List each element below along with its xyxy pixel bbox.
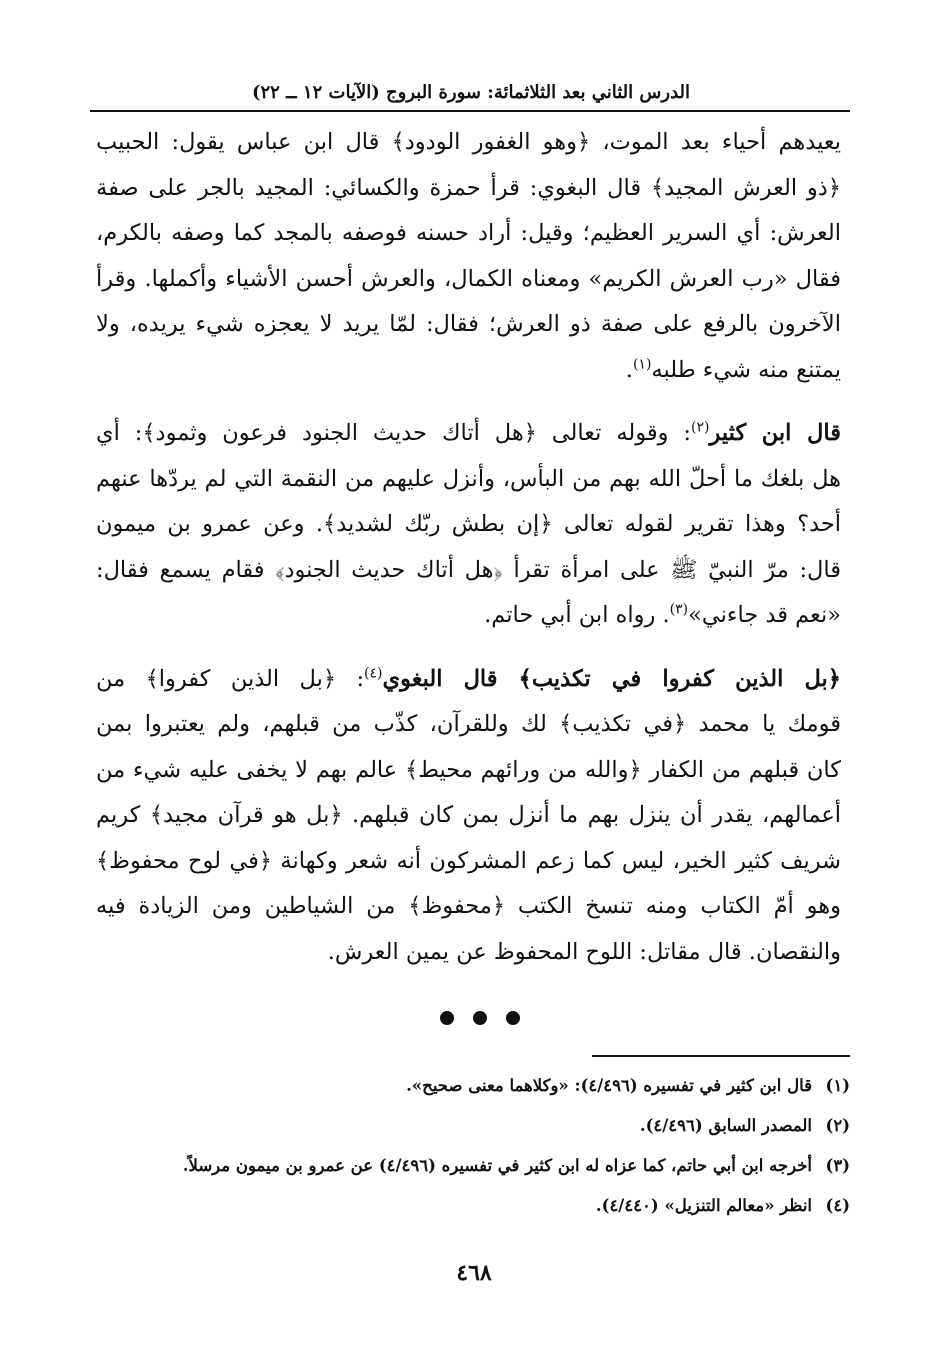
citation-lead: قال ابن كثير [709, 420, 841, 446]
footnote-ref-4[interactable]: (٤) [364, 665, 383, 681]
text-line: وهو أمّ الكتاب ومنه تنسخ الكتب ﴿محفوظ﴾ من الشياطين ومن الزيادة فيه [96, 893, 841, 919]
running-header: الدرس الثاني بعد الثلاثمائة: سورة البروج (الآيات ١٢ ــ ٢٢) [251, 82, 691, 103]
paragraph-3 [96, 657, 841, 976]
citation-lead: قال البغوي [382, 665, 498, 692]
line-text: يمتنع منه شيء طلبه [651, 356, 841, 383]
text-line [96, 657, 841, 703]
text-line: هل بلغك ما أحلّ الله بهم من البأس، وأنزل عليهم من النقمة التي لم يردّها عنهم [96, 465, 841, 492]
text-line: كان قبلهم من الكفار ﴿والله من ورائهم محيط﴾ عالم بهم لا يخفى عليه شيء من [96, 756, 841, 783]
footnote-text: المصدر السابق (٤/٤٩٦). [639, 1116, 812, 1135]
text-line: قال: مرّ النبيّ ﷺ على امرأة تقرأ ﴿هل أتاك حديث الجنود﴾ فقام يسمع فقال: [96, 556, 841, 583]
text-line: شريف كثير الخير، ليس كما زعم المشركون أنه شعر وكهانة ﴿في لوح محفوظ﴾ [96, 847, 841, 874]
footnote-text: قال ابن كثير في تفسيره (٤/٤٩٦): «وكلاهما معنى صحيح». [406, 1076, 812, 1095]
paragraph-2 [96, 411, 841, 639]
separator-dot [440, 1011, 454, 1025]
text-line: ﴿ذو العرش المجيد﴾ قال البغوي: قرأ حمزة والكسائي: المجيد بالجر على صفة [96, 174, 841, 201]
section-separator [440, 1006, 520, 1030]
footnote-divider [592, 1055, 850, 1057]
footnotes [110, 1066, 850, 1226]
main-text [96, 120, 841, 975]
line-text: : ﴿بل الذين كفروا﴾ من [96, 665, 365, 692]
text-line: العرش: أي السرير العظيم؛ وقيل: أراد حسنه فوصفه بالمجد كما وصفه بالكرم، [96, 220, 841, 246]
separator-dot [473, 1011, 487, 1025]
footnote-item [110, 1186, 850, 1226]
text-line: أعمالهم، يقدر أن ينزل بهم ما أنزل بمن كان قبلهم. ﴿بل هو قرآن مجيد﴾ كريم [96, 802, 841, 828]
footnote-ref-1[interactable]: (١) [632, 356, 652, 372]
verse-quote: ﴿بل الذين كفروا في تكذيب﴾ [497, 665, 841, 692]
header-divider [90, 110, 850, 112]
line-end: . [625, 356, 633, 383]
paragraph-1 [96, 120, 841, 393]
footnote-ref-3[interactable]: (٣) [669, 601, 689, 618]
line-text: : وقوله تعالى ﴿هل أتاك حديث الجنود فرعون وثمود﴾: أي [96, 420, 691, 446]
text-line: قومك يا محمد ﴿في تكذيب﴾ لك وللقرآن، كذّب من قبلهم، ولم يعتبروا بمن [96, 711, 841, 737]
footnote-item [110, 1066, 850, 1106]
page-number: ٤٦٨ [456, 1260, 492, 1286]
text-line [96, 411, 841, 457]
text-line: يعيدهم أحياء بعد الموت، ﴿وهو الغفور الودود﴾ قال ابن عباس يقول: الحبيب [96, 129, 841, 155]
text-line: الآخرون بالرفع على صفة ذو العرش؛ فقال: لمّا يريد لا يعجزه شيء يريده، ولا [96, 311, 841, 337]
footnote-item [110, 1146, 850, 1186]
footnote-text: انظر «معالم التنزيل» (٤/٤٤٠). [595, 1196, 812, 1215]
footnote-number: (٢) [825, 1116, 850, 1135]
footnote-item [110, 1106, 850, 1146]
text-line: فقال «رب العرش الكريم» ومعناه الكمال، والعرش أحسن الأشياء وأكملها. وقرأ [96, 265, 841, 292]
text-line-last [96, 593, 841, 639]
footnote-text: أخرجه ابن أبي حاتم، كما عزاه له ابن كثير في تفسيره (٤/٤٩٦) عن عمرو بن ميمون مرسلاً. [182, 1156, 812, 1175]
text-line-last [96, 348, 841, 394]
footnote-number: (١) [825, 1076, 850, 1095]
separator-dot [506, 1011, 520, 1025]
line-end: . رواه ابن أبي حاتم. [484, 602, 670, 628]
line-text: «نعم قد جاءني» [688, 602, 841, 628]
footnote-number: (٤) [825, 1196, 850, 1215]
footnote-ref-2[interactable]: (٢) [691, 419, 710, 436]
text-line: أحد؟ وهذا تقرير لقوله تعالى ﴿إن بطش ربّك لشديد﴾. وعن عمرو بن ميمون [96, 511, 841, 537]
text-line-last: والنقصان. قال مقاتل: اللوح المحفوظ عن يمين العرش. [327, 938, 841, 965]
footnote-number: (٣) [825, 1156, 850, 1175]
